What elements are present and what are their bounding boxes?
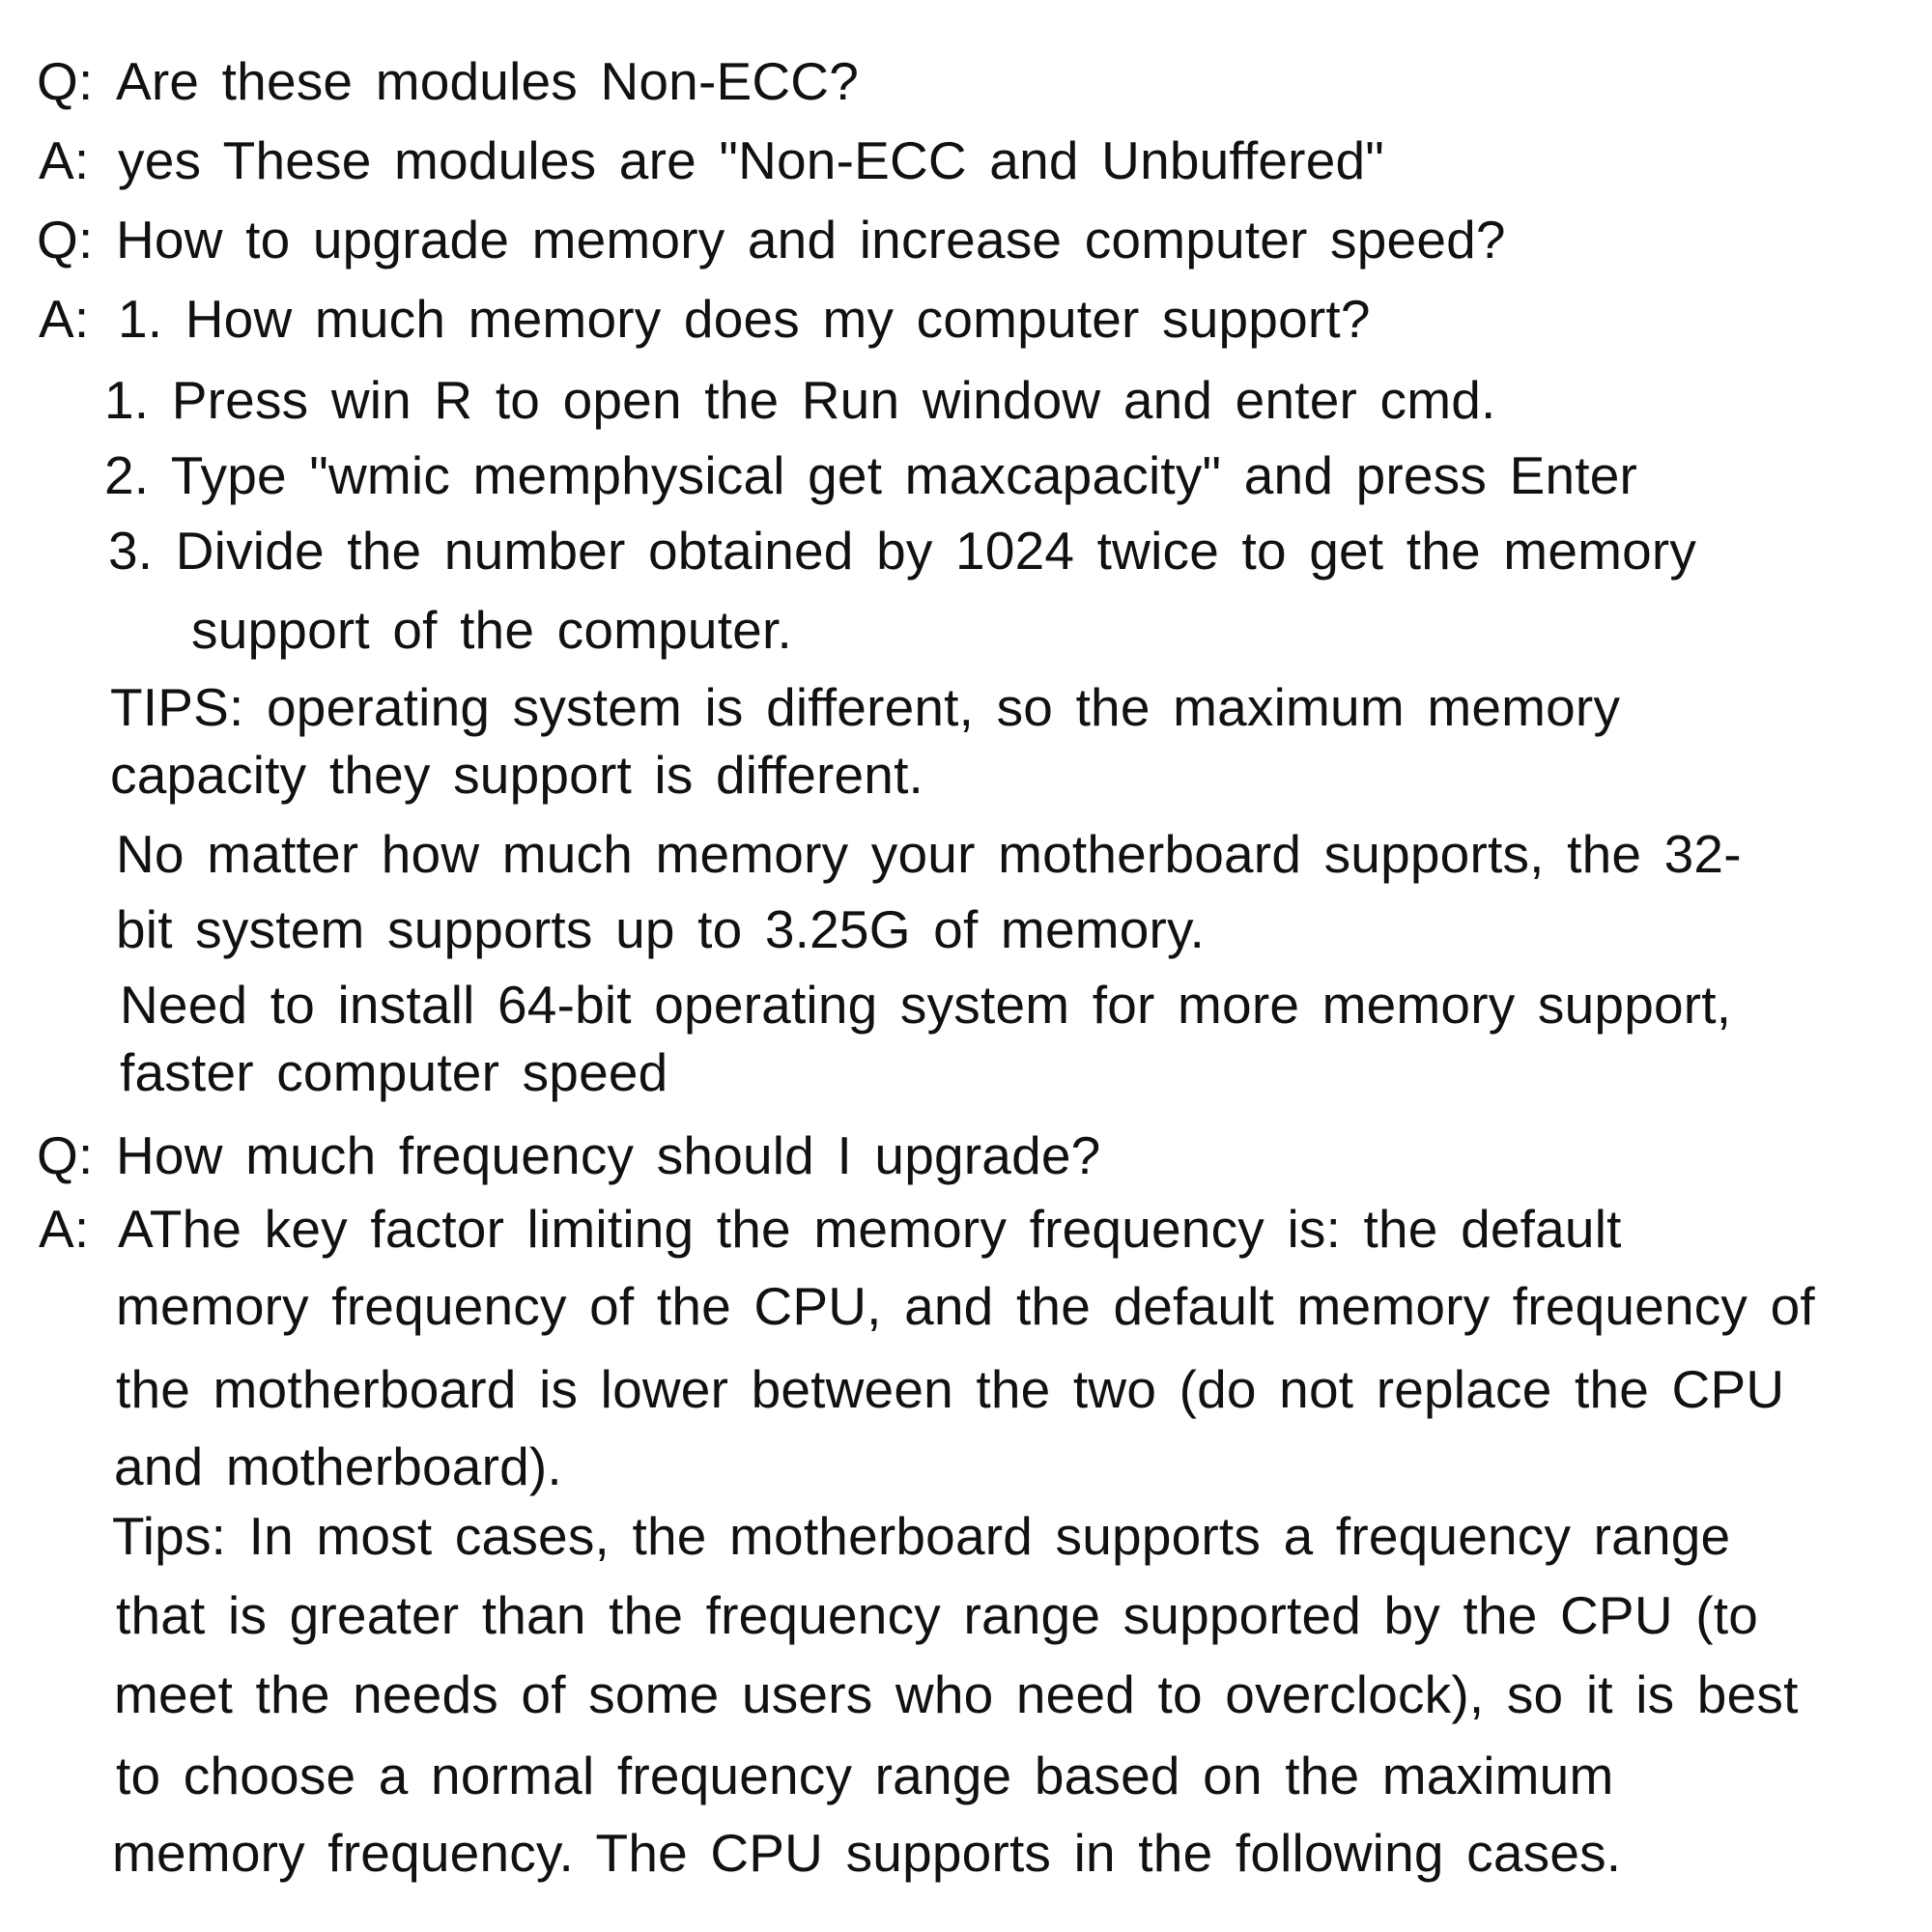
answer-3-line-2: memory frequency of the CPU, and the default memory frequency of: [116, 1276, 1815, 1336]
question-text: How much frequency should I upgrade?: [116, 1125, 1101, 1185]
answer-3: [39, 1198, 1622, 1260]
answer-3-line-3: the motherboard is lower between the two (do not replace the CPU: [116, 1359, 1785, 1419]
question-text: How to upgrade memory and increase computer speed?: [116, 210, 1506, 270]
step-1: 1. Press win R to open the Run window and enter cmd.: [104, 370, 1496, 430]
tips-line-2: capacity they support is different.: [110, 745, 924, 805]
question-prefix: Q:: [37, 210, 94, 270]
freq-tips-line-2: that is greater than the frequency range supported by the CPU (to: [116, 1585, 1759, 1645]
answer-prefix: A:: [39, 289, 90, 349]
question-2: [37, 209, 1506, 270]
note-32bit-line-2: bit system supports up to 3.25G of memory.: [116, 899, 1206, 959]
note-32bit-line-1: No matter how much memory your motherboard supports, the 32-: [116, 824, 1742, 884]
answer-intro: 1. How much memory does my computer support?: [118, 289, 1371, 349]
question-prefix: Q:: [37, 1125, 94, 1185]
tips-line-1: TIPS: operating system is different, so the maximum memory: [110, 677, 1621, 737]
answer-text: AThe key factor limiting the memory frequency is: the default: [118, 1199, 1622, 1259]
answer-1: [39, 129, 1384, 191]
step-2: 2. Type "wmic memphysical get maxcapacity" and press Enter: [104, 445, 1638, 505]
freq-tips-line-3: meet the needs of some users who need to overclock), so it is best: [114, 1664, 1799, 1724]
question-text: Are these modules Non-ECC?: [116, 51, 859, 111]
answer-prefix: A:: [39, 130, 90, 190]
answer-text: yes These modules are "Non-ECC and Unbuffered": [118, 130, 1385, 190]
freq-tips-line-1: Tips: In most cases, the motherboard supports a frequency range: [112, 1506, 1731, 1566]
freq-tips-line-4: to choose a normal frequency range based on the maximum: [116, 1746, 1614, 1805]
question-prefix: Q:: [37, 51, 94, 111]
answer-prefix: A:: [39, 1199, 90, 1259]
step-3-continuation: support of the computer.: [191, 600, 792, 660]
answer-3-line-4: and motherboard).: [114, 1436, 562, 1496]
note-64bit-line-2: faster computer speed: [120, 1042, 668, 1102]
question-3: [37, 1124, 1100, 1186]
freq-tips-line-5: memory frequency. The CPU supports in the following cases.: [112, 1823, 1622, 1883]
answer-2: [39, 288, 1371, 350]
step-3: 3. Divide the number obtained by 1024 twice to get the memory: [108, 521, 1697, 581]
note-64bit-line-1: Need to install 64-bit operating system for more memory support,: [120, 975, 1732, 1035]
question-1: [37, 50, 859, 112]
